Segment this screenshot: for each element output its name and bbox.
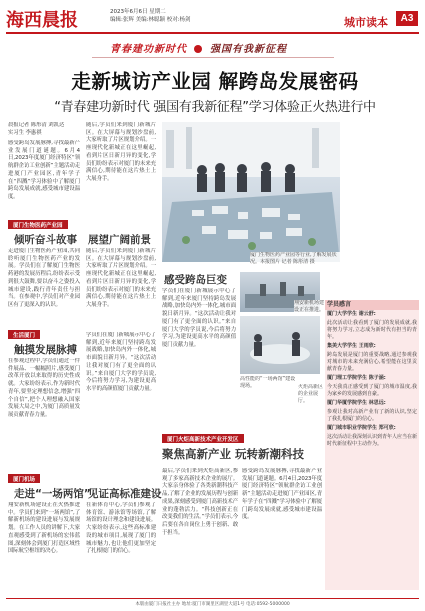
editor-line: 编辑:张辉 美编:林聪颖 校对:杨剑 — [110, 17, 191, 23]
quote-text: 这次活动让我深刻认识到青年人应当在新时代新征程中主动作为。 — [327, 434, 418, 447]
sidebar-title: 学员感言 — [325, 300, 419, 310]
section-tag: 厦门生物医药产业园 — [8, 220, 68, 229]
byline: 晨报记者 陈彤清 刘凯达 实习生 李惠祺 — [8, 122, 65, 136]
headline: 走新城访产业园 解跨岛发展密码 — [71, 70, 359, 93]
quote-text: 跨岛发展是厦门的重要战略,通过参观我对城市的未来充满信心,希望能在这里贡献青春力量。 — [327, 352, 417, 372]
city-model-illustration — [162, 122, 340, 262]
quote-text: 参观让我对高新产业有了新的认识,坚定了我扎根厦门的信心。 — [327, 409, 417, 422]
section-body: 翔安新机场建设正在火热推进中。学员们来到“一场两馆”,了解新机场的建设进展与发展规划。在工作人员的讲解下,大家直观感受到了新机场的宏伟蓝图,深刻体会到厦门打造区域性国际航空枢纽的决心。 — [8, 502, 80, 555]
quote-author: 集美大学学生 王雨欣: — [327, 343, 376, 349]
theme-banner — [110, 40, 287, 55]
section-heading: 感受跨岛巨变 — [164, 274, 227, 286]
section-body: 在新体育中心,学员们参观了体育馆、游泳馆等场馆,了解场馆的设计理念和建设进展。大家纷纷表示,这些高标准建设的城市项目,展现了厦门的城市魅力,也让他们更加坚定了扎根厦门的信心。 — [86, 502, 156, 555]
banner-part1: 青春建功新时代 — [110, 44, 187, 55]
quote-item — [325, 342, 419, 374]
page-number: A3 — [396, 11, 418, 26]
intro-text: 感受跨岛发展脉搏,寻找最新产业发展门道谜题。6月4日,2023年度厦门经济特区“领航群企访工业创新”主题活动走进厦门产业园区,青年学子在“四溅”学习体验中了解厦门跨岛发展成就,感受城市建设温度。 — [8, 140, 80, 200]
photo-caption: 翔安新机场建设正在推进。 — [294, 300, 324, 313]
subheadline: “青春建功新时代 强国有我新征程”学习体验正火热进行中 — [54, 100, 376, 115]
quote-author: 厦门城市职业学院学生 郑可欣: — [327, 425, 396, 431]
quote-author: 厦门华厦学院学生 林思远: — [327, 400, 386, 406]
date-line: 2023年6月6日 星期二 — [110, 9, 166, 15]
section-body: 最后,学员们来到火炬高新区,参观了多家高新技术企业的展厅。大家亲身体验了各类新潮科技产品,了解了企业的发展历程与创新成果,深刻感受到厦门高新技术产业的蓬勃活力。“科技创新正在改变我们的生活。”学员们表示,今后要在各自岗位上勇于创新、敢于担当。 — [162, 468, 238, 536]
quote-text: 今天我真正感受到了厦门的城市温度,我为家乡的发展感到自豪。 — [327, 384, 417, 397]
footer-rule — [6, 598, 419, 599]
venue-illustration — [240, 316, 320, 374]
model-photo — [162, 122, 340, 262]
section-heading: 倾听奋斗故事 — [14, 234, 77, 246]
section-body: 走进厦门生物医药产业园,共同聆听厦门生物医药产业的发展。学员们在了解厦门生物医药港的发展历程后,纷纷表示受到很大鼓舞,要以奋斗之姿投入城市建设,践行青年责任与担当。在参观中,学员们对产业园区有了更深入的认识。 — [8, 248, 80, 308]
venue-photo — [240, 316, 320, 374]
section-heading: 见证高标准建设 — [88, 488, 162, 500]
masthead — [6, 6, 419, 32]
quote-item — [325, 424, 419, 449]
issue-info — [110, 8, 191, 24]
section-body-continued: 学员们在厦门新城展示中心了解到,近年来厦门坚持跨岛发展战略,加快岛内外一体化,城市面貌日新月异。“这次活动让我对厦门有了更全面的认识。”来自厦门大学的学员说,今后将努力学习,为建设更高水平的高颜值厦门贡献力量。 — [86, 332, 156, 392]
section-name: 城市读本 — [344, 16, 388, 29]
star-icon — [194, 45, 202, 53]
quote-author: 厦门大学学生 谢云舒: — [327, 311, 376, 317]
photo-caption: 高性能的“一场两馆”建设现场。 — [240, 376, 300, 390]
footer-text: 本版由厦门日报社主办 地址:厦门市湖里区湖里大道1号 电话:0592-5000000 — [135, 602, 290, 607]
photo-caption: 火炬高新区的企业展厅。 — [298, 384, 324, 412]
quote-author: 厦门理工学院学生 陈子涵: — [327, 375, 386, 381]
section-heading: 触摸发展脉搏 — [14, 344, 77, 356]
quotes-sidebar — [325, 300, 419, 590]
intro-continued: 随后,学员们来到厦门新城片区。在大屏幕与规划沙盘前,大家听取了片区规划介绍。一座现代化新城正在这里崛起,看到片区日新月异的变化,学员们纷纷表示对厦门的未来充满信心,期待能在这片热土上大展身手。 — [86, 122, 156, 182]
banner-part2: 强国有我新征程 — [209, 44, 287, 55]
quote-text: 此次活动让我看到了厦门的发展成就,我将努力学习,立志成为新时代有担当的青年。 — [327, 320, 417, 340]
quote-item — [325, 399, 419, 424]
section-heading: 聚焦高新产业 玩转新潮科技 — [162, 447, 305, 461]
section-tag: 厦门机场 — [8, 474, 40, 483]
banner-divider — [92, 57, 334, 58]
section-heading: 走进“一场两馆” — [14, 488, 91, 500]
section-tag: 厦门火炬高新技术产业开发区 — [162, 434, 244, 443]
section-body: 学员们在厦门新城展示中心了解到,近年来厦门坚持跨岛发展战略,加快岛内外一体化,城市面貌日新月异。“这次活动让我对厦门有了更全面的认识。”来自厦门大学的学员说,今后将努力学习,为建设更高水平的高颜值厦门贡献力量。 — [162, 288, 236, 348]
section-body-continued: 感受跨岛发展脉搏,寻找最新产业发展门道谜题。6月4日,2023年度厦门经济特区“领航群企访工业创新”主题活动走进厦门产业园区,青年学子在“四溅”学习体验中了解厦门跨岛发展成就,感受城市建设温度。 — [242, 468, 322, 521]
newspaper-logo: 海西晨报 — [6, 10, 78, 31]
quote-item — [325, 374, 419, 399]
quote-item — [325, 310, 419, 342]
section-tag: 生活厦门 — [8, 330, 40, 339]
section-body: 在参观过程中,学员们通过一件件展品、一幅幅照片,感受厦门改革开放以来取得的历史性成就。大家纷纷表示,作为新时代青年,要坚定理想信念,增强“四个自信”,把个人理想融入国家发展大局之中,为厦门高质量发展贡献青春力量。 — [8, 358, 80, 418]
section-body: 随后,学员们来到厦门新城片区。在大屏幕与规划沙盘前,大家听取了片区规划介绍。一座现代化新城正在这里崛起,看到片区日新月异的变化,学员们纷纷表示对厦门的未来充满信心,期待能在这片热土上大展身手。 — [86, 248, 156, 308]
header-rule — [6, 32, 419, 34]
photo-caption: 厦门生物医药产业园等行业,了解发展状况。本报图片 记者 陈彤清 摄 — [250, 252, 340, 270]
section-heading: 展望广阔前景 — [88, 234, 151, 246]
